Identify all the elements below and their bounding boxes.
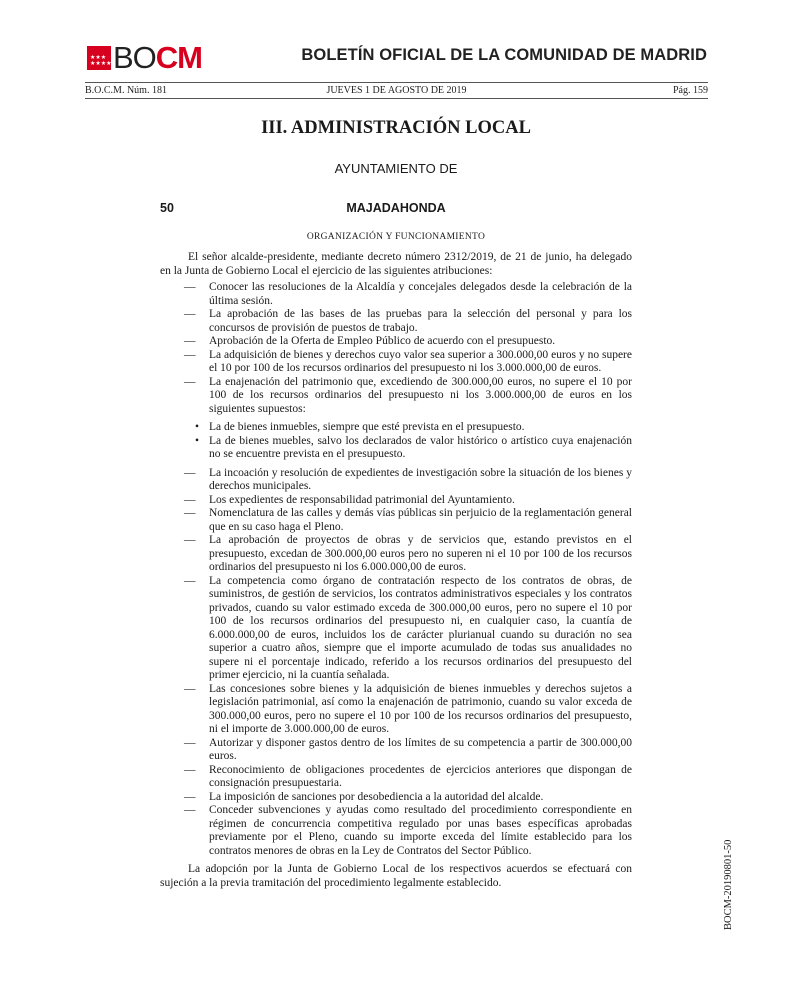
bullet-marker: • <box>195 421 200 433</box>
logo-bo: BO <box>113 40 156 75</box>
item-text: La enajenación del patrimonio que, excediendo de 300.000,00 euros, no supere el 10 por 100 de los recursos ordinarios del presupuesto ni los 3.000.000,00 de euros en los siguientes supuestos: <box>209 375 632 415</box>
list-item <box>160 764 632 791</box>
section-title: III. ADMINISTRACIÓN LOCAL <box>261 118 531 138</box>
list-item <box>160 467 632 494</box>
announcement-body <box>160 251 632 890</box>
item-text: Los expedientes de responsabilidad patrimonial del Ayuntamiento. <box>209 493 515 506</box>
dash-marker: — <box>184 736 196 749</box>
item-text: La imposición de sanciones por desobediencia a la autoridad del alcalde. <box>209 790 544 803</box>
sub-item-text: La de bienes muebles, salvo los declarados de valor histórico o artístico cuya enajenación no se encuentre prevista en el presupuesto. <box>209 434 632 460</box>
dash-marker: — <box>184 534 196 546</box>
page-number: Pág. 159 <box>673 85 708 96</box>
list-item <box>160 575 632 683</box>
bulletin-title: BOLETÍN OFICIAL DE LA COMUNIDAD DE MADRID <box>301 46 707 64</box>
item-text: Conocer las resoluciones de la Alcaldía y concejales delegados desde la celebración de la última sesión. <box>209 281 632 307</box>
dash-marker: — <box>184 466 196 479</box>
item-text: La incoación y resolución de expedientes de investigación sobre la situación de los bienes y derechos municipales. <box>209 466 632 492</box>
dash-marker: — <box>184 574 196 587</box>
list-item <box>160 335 632 349</box>
ayuntamiento-heading: AYUNTAMIENTO DE <box>334 161 458 176</box>
list-item <box>160 376 632 462</box>
list-item <box>160 507 632 534</box>
document-code: BOCM-20190801-50 <box>723 839 734 930</box>
item-text: La competencia como órgano de contratación respecto de los contratos de obras, de suministros, de gestión de servicios, los contratos administrativos especiales y los contratos privados, cuando su valor estimado exceda de 300.000,00 euros, pero no supere el 10 por 100 de los recursos ordinarios del presupuesto ni, en cualquier caso, la cuantía de 6.000.000,00 de euros, incluidos los de carácter plurianual cuando su duración no sea superior a cuatro años, siempre que el importe acumulado de todas sus anualidades no supere ni el porcentaje indicado, referido a los recursos ordinarios del presupuesto del primer ejercicio, ni la cuantía señalada. <box>209 574 632 681</box>
item-text: Conceder subvenciones y ayudas como resultado del procedimiento correspondiente en régimen de concurrencia competitiva regulado por unas bases específicas aprobadas previamente por el Pleno, cuando su importe exceda del límite establecido para los contratos menores de obras en la Ley de Contratos del Sector Público. <box>209 804 632 857</box>
bullet-marker: • <box>195 434 200 447</box>
item-text: Las concesiones sobre bienes y la adquisición de bienes inmuebles y derechos sujetos a legislación patrimonial, así como la enajenación de patrimonio, cuando su valor exceda de 300.000,00 euros, pero no supere el 10 por 100 de los recursos ordinarios del presupuesto, ni el importe de 3.000.000,00 de euros. <box>209 682 632 735</box>
dash-marker: — <box>184 790 196 803</box>
bocm-logo <box>87 40 203 75</box>
entry-number: 50 <box>160 201 174 215</box>
closing-paragraph: La adopción por la Junta de Gobierno Local de los respectivos acuerdos se efectuará con sujeción a la previa tramitación del procedimiento legalmente establecido. <box>160 863 632 889</box>
dash-marker: — <box>184 493 196 506</box>
sub-list-item <box>195 435 632 462</box>
sub-list <box>195 421 632 462</box>
municipality-name: MAJADAHONDA <box>346 201 446 215</box>
header-rule-top <box>85 82 708 83</box>
dash-marker: — <box>184 804 196 816</box>
item-text: La aprobación de proyectos de obras y de servicios que, estando previstos en el presupuesto, excedan de 300.000,00 euros pero no superen ni el 10 por 100 de los recursos ordinarios del presupuesto ni los 6.000.000,00 de euros. <box>209 534 632 573</box>
item-text: Reconocimiento de obligaciones procedentes de ejercicios anteriores que dispongan de consignación presupuestaria. <box>209 763 632 789</box>
intro-paragraph: El señor alcalde-presidente, mediante decreto número 2312/2019, de 21 de junio, ha delegado en la Junta de Gobierno Local el ejercicio de las siguientes atribuciones: <box>160 251 632 277</box>
item-text: Aprobación de la Oferta de Empleo Público de acuerdo con el presupuesto. <box>209 335 556 347</box>
dash-marker: — <box>184 281 196 293</box>
dash-marker: — <box>184 763 196 776</box>
list-item <box>160 737 632 764</box>
list-item <box>160 494 632 508</box>
list-item <box>160 349 632 376</box>
list-item <box>160 534 632 575</box>
logo-wordmark <box>113 40 203 75</box>
item-text: Nomenclatura de las calles y demás vías públicas sin perjuicio de la reglamentación general que en su caso haga el Pleno. <box>209 507 632 533</box>
dash-marker: — <box>184 682 196 695</box>
list-item <box>160 308 632 335</box>
list-item <box>160 281 632 308</box>
item-text: Autorizar y disponer gastos dentro de los límites de su competencia a partir de 300.000,00 euros. <box>209 736 632 762</box>
dash-marker: — <box>184 348 196 361</box>
dash-marker: — <box>184 375 196 388</box>
list-item <box>160 791 632 805</box>
issue-date: JUEVES 1 DE AGOSTO DE 2019 <box>326 85 467 96</box>
header-rule-bottom <box>85 98 708 99</box>
sub-item-text: La de bienes inmuebles, siempre que esté prevista en el presupuesto. <box>209 421 525 433</box>
list-item <box>160 804 632 858</box>
madrid-flag-icon: ★★★ ★★★★ <box>87 46 111 70</box>
dash-marker: — <box>184 507 196 519</box>
item-text: La aprobación de las bases de las pruebas para la selección del personal y para los concursos de provisión de puestos de trabajo. <box>209 308 632 334</box>
subject-heading: ORGANIZACIÓN Y FUNCIONAMIENTO <box>306 232 486 242</box>
sub-list-item <box>195 421 632 435</box>
issue-number: B.O.C.M. Núm. 181 <box>85 85 167 96</box>
dash-marker: — <box>184 308 196 320</box>
dash-marker: — <box>184 335 196 347</box>
logo-cm: CM <box>155 40 203 75</box>
list-item <box>160 683 632 737</box>
attributions-list <box>160 281 632 858</box>
item-text: La adquisición de bienes y derechos cuyo valor sea superior a 300.000,00 euros y no supere el 10 por 100 de los recursos ordinarios del presupuesto ni los 3.000.000,00 de euros. <box>209 348 632 374</box>
